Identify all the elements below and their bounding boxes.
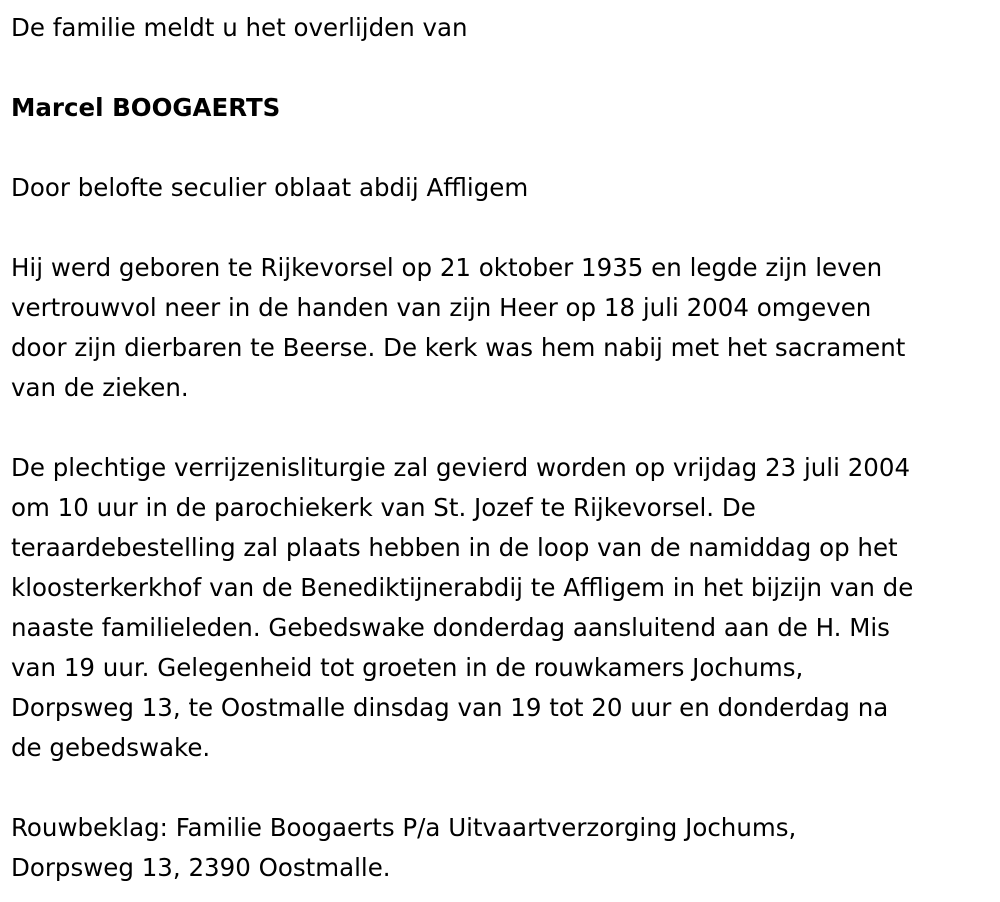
subtitle-text: Door belofte seculier oblaat abdij Affligem [11, 173, 529, 202]
death-notice [11, 8, 996, 888]
paragraph-line: vertrouwvol neer in de handen van zijn Heer op 18 juli 2004 omgeven [11, 293, 872, 322]
paragraph-line: om 10 uur in de parochiekerk van St. Jozef te Rijkevorsel. De [11, 493, 756, 522]
deceased-name: Marcel BOOGAERTS [11, 93, 281, 122]
paragraph-line: van 19 uur. Gelegenheid tot groeten in de rouwkamers Jochums, [11, 653, 804, 682]
condolences-paragraph [11, 808, 996, 888]
paragraph-line: door zijn dierbaren te Beerse. De kerk was hem nabij met het sacrament [11, 333, 906, 362]
paragraph-line: Dorpsweg 13, 2390 Oostmalle. [11, 853, 391, 882]
paragraph-line: De plechtige verrijzenisliturgie zal gevierd worden op vrijdag 23 juli 2004 [11, 453, 911, 482]
paragraph-line: van de zieken. [11, 373, 189, 402]
funeral-paragraph [11, 448, 996, 768]
paragraph-line: teraardebestelling zal plaats hebben in de loop van de namiddag op het [11, 533, 898, 562]
birth-death-paragraph [11, 248, 996, 408]
paragraph-line: Dorpsweg 13, te Oostmalle dinsdag van 19 tot 20 uur en donderdag na [11, 693, 889, 722]
intro-text: De familie meldt u het overlijden van [11, 13, 468, 42]
paragraph-line: naaste familieleden. Gebedswake donderdag aansluitend aan de H. Mis [11, 613, 890, 642]
paragraph-line: de gebedswake. [11, 733, 211, 762]
paragraph-line: Rouwbeklag: Familie Boogaerts P/a Uitvaartverzorging Jochums, [11, 813, 797, 842]
paragraph-line: Hij werd geboren te Rijkevorsel op 21 oktober 1935 en legde zijn leven [11, 253, 883, 282]
paragraph-line: kloosterkerkhof van de Benediktijnerabdij te Affligem in het bijzijn van de [11, 573, 914, 602]
